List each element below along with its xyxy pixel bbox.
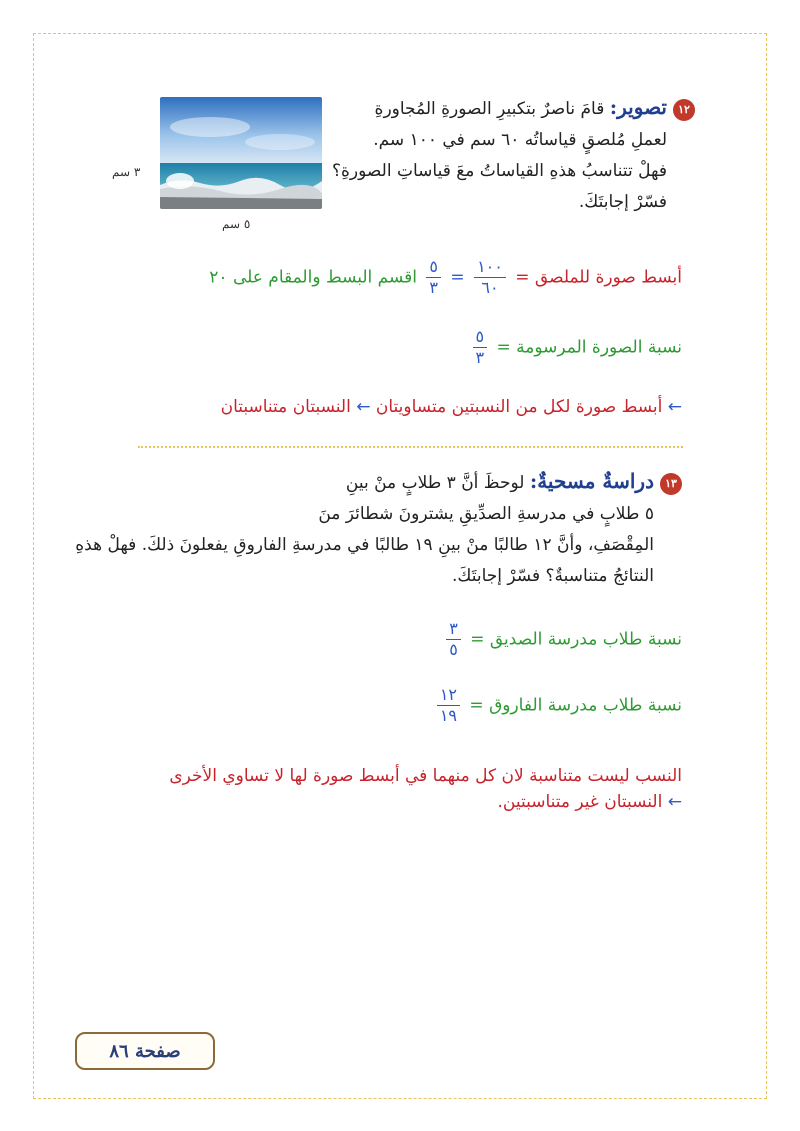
- section-divider: [138, 446, 683, 448]
- arrow-left-icon: ←: [356, 397, 371, 417]
- solution-12-line-1: [209, 258, 682, 297]
- seascape-photo: [160, 97, 322, 209]
- equals-sign: =: [450, 267, 465, 288]
- question-13-text: المِقْصَفِ، وأنَّ ١٢ طالبًا منْ بينِ ١٩ طالبًا في مدرسةِ الفاروقِ يفعلونَ ذلكَ. فهلْ هذهِ: [75, 535, 654, 555]
- question-13-title: دراسةٌ مسحيةٌ:: [529, 469, 654, 493]
- solution-13-label: نسبة طلاب مدرسة الصديق =: [470, 629, 682, 650]
- question-13: [75, 466, 682, 592]
- page-number-box: [75, 1032, 215, 1070]
- question-12-title: تصوير:: [609, 95, 667, 119]
- fraction: $\frac{٥}{٣}$: [473, 328, 488, 367]
- photo-height-label: ٣ سم: [112, 165, 141, 179]
- page-number: صفحة ٨٦: [109, 1040, 181, 1062]
- question-12-text: قامَ ناصرٌ بتكبيرِ الصورةِ المُجاورةِ: [374, 99, 605, 119]
- question-13-text: النتائجُ متناسبةٌ؟ فسّرْ إجابتَكَ.: [452, 566, 654, 586]
- solution-13-line-2: [433, 686, 682, 725]
- fraction: $\frac{٥}{٣}$: [426, 258, 441, 297]
- fraction: $\frac{٣}{٥}$: [446, 620, 461, 659]
- question-12-line-1: [315, 92, 695, 125]
- arrow-left-icon: ←: [667, 792, 682, 812]
- solution-12-note: اقسم البسط والمقام على ٢٠: [209, 267, 418, 288]
- arrow-left-icon: ←: [667, 397, 682, 417]
- solution-12-text: أبسط صورة لكل من النسبتين متساويتان: [375, 397, 663, 417]
- fraction: $\frac{١٠٠}{٦٠}$: [474, 258, 506, 297]
- photo-width-label: ٥ سم: [222, 217, 251, 231]
- question-12: [315, 92, 695, 218]
- solution-12-label: نسبة الصورة المرسومة =: [496, 337, 682, 358]
- solution-13-line-1: [442, 620, 682, 659]
- solution-13-conclusion: [122, 763, 682, 815]
- solution-12-line-3: [221, 397, 682, 417]
- question-12-text: لعملِ مُلصقٍ قياساتُه ٦٠ سم في ١٠٠ سم.: [373, 130, 667, 150]
- question-number-badge: ١٢: [673, 99, 695, 121]
- question-number-badge: ١٣: [660, 473, 682, 495]
- question-13-text: لوحظَ أنَّ ٣ طلابٍ منْ بينِ: [345, 473, 525, 493]
- fraction: $\frac{١٢}{١٩}$: [437, 686, 460, 725]
- solution-12-label: أبسط صورة للملصق =: [515, 267, 682, 288]
- question-12-text: فهلْ تتناسبُ هذهِ القياساتُ معَ قياساتِ الصورةِ؟: [332, 161, 667, 181]
- question-13-line-1: [122, 466, 682, 499]
- question-13-text: ٥ طلابٍ في مدرسةِ الصدِّيقِ يشترونَ شطائرَ منَ: [318, 504, 654, 524]
- solution-12-line-2: [469, 328, 683, 367]
- solution-13-label: نسبة طلاب مدرسة الفاروق =: [469, 695, 682, 716]
- question-12-text: فسّرْ إجابتَكَ.: [578, 192, 667, 212]
- solution-13-text: النسب ليست متناسبة لان كل منهما في أبسط صورة لها لا تساوي الأخرى: [169, 766, 682, 786]
- solution-13-text: النسبتان غير متناسبتين.: [497, 792, 663, 812]
- solution-12-text: النسبتان متناسبتان: [220, 397, 351, 417]
